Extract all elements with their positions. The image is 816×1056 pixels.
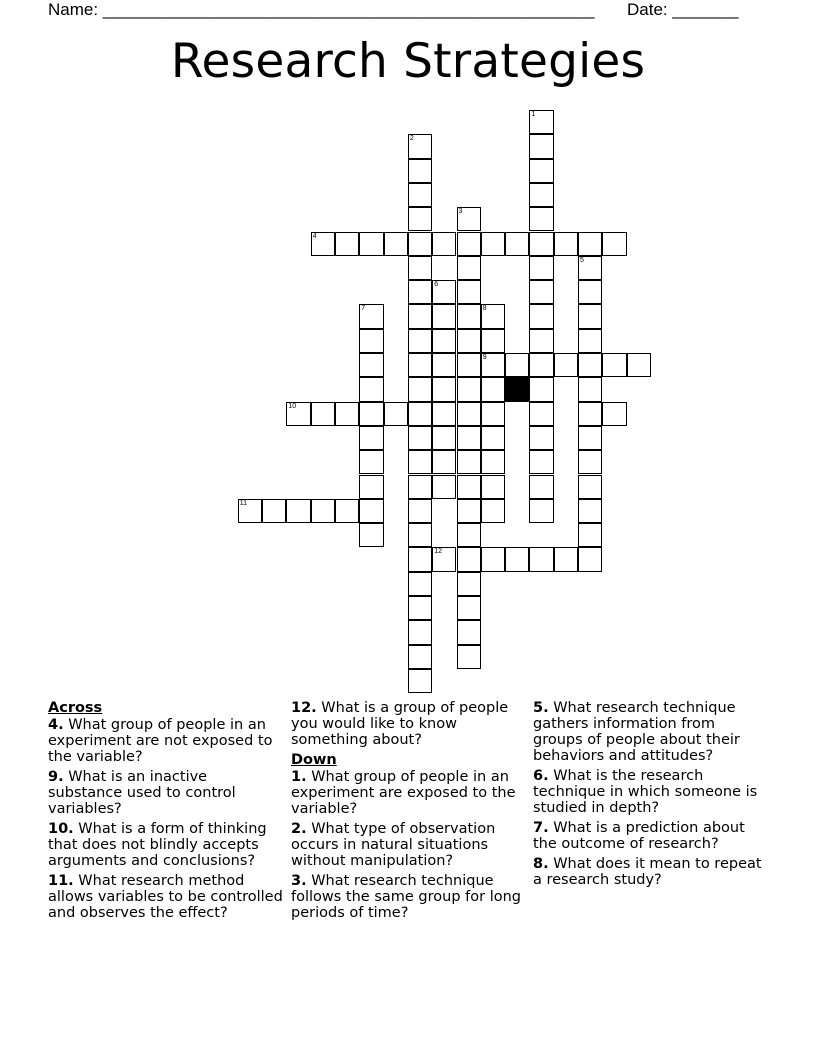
cell-number: 10 bbox=[288, 402, 297, 410]
clue-number: 3. bbox=[291, 873, 307, 889]
cell-number: 5 bbox=[580, 256, 584, 264]
crossword-cell[interactable] bbox=[408, 353, 432, 377]
across-heading: Across bbox=[48, 700, 103, 716]
crossword-cell[interactable] bbox=[432, 377, 456, 401]
crossword-cell[interactable] bbox=[408, 669, 432, 693]
crossword-cell[interactable] bbox=[578, 304, 602, 328]
crossword-cell[interactable] bbox=[408, 523, 432, 547]
crossword-cell[interactable] bbox=[408, 329, 432, 353]
crossword-cell[interactable] bbox=[481, 329, 505, 353]
crossword-cell[interactable] bbox=[286, 499, 310, 523]
crossword-cell[interactable] bbox=[457, 353, 481, 377]
crossword-cell[interactable] bbox=[554, 547, 578, 571]
clue-down-8 bbox=[533, 856, 769, 888]
cell-number: 11 bbox=[239, 499, 248, 507]
crossword-cell[interactable] bbox=[529, 402, 553, 426]
crossword-cell[interactable] bbox=[457, 304, 481, 328]
clue-text: What is a form of thinking that does not blindly accepts arguments and conclusions? bbox=[48, 821, 267, 869]
crossword-cell[interactable] bbox=[359, 499, 383, 523]
crossword-cell[interactable] bbox=[457, 329, 481, 353]
clue-text: What type of observation occurs in natural situations without manipulation? bbox=[291, 821, 496, 869]
crossword-cell[interactable] bbox=[408, 183, 432, 207]
crossword-cell[interactable] bbox=[408, 377, 432, 401]
crossword-cell[interactable] bbox=[627, 353, 651, 377]
crossword-cell[interactable] bbox=[554, 353, 578, 377]
crossword-cell[interactable] bbox=[359, 402, 383, 426]
crossword-cell[interactable] bbox=[408, 134, 432, 158]
crossword-cell[interactable] bbox=[408, 232, 432, 256]
crossword-cell[interactable] bbox=[408, 450, 432, 474]
crossword-cell[interactable] bbox=[529, 280, 553, 304]
clue-text: What group of people in an experiment are exposed to the variable? bbox=[291, 769, 516, 817]
clue-number: 8. bbox=[533, 856, 549, 872]
cell-number: 7 bbox=[361, 305, 366, 313]
crossword-cell[interactable] bbox=[481, 450, 505, 474]
crossword-cell[interactable] bbox=[432, 232, 456, 256]
clue-down-7 bbox=[533, 820, 769, 852]
crossword-cell[interactable] bbox=[359, 523, 383, 547]
crossword-cell[interactable] bbox=[578, 450, 602, 474]
clue-text: What group of people in an experiment are not exposed to the variable? bbox=[48, 717, 273, 765]
clues-column-1 bbox=[48, 700, 284, 925]
crossword-cell[interactable] bbox=[457, 475, 481, 499]
crossword-cell[interactable] bbox=[578, 523, 602, 547]
crossword-cell[interactable] bbox=[602, 402, 626, 426]
clues-column-2 bbox=[291, 700, 523, 925]
date-field-label: Date: _______ bbox=[627, 0, 739, 19]
crossword-cell[interactable] bbox=[359, 426, 383, 450]
clue-number: 12. bbox=[291, 700, 317, 716]
puzzle-title: Research Strategies bbox=[170, 34, 646, 89]
crossword-cell[interactable] bbox=[457, 620, 481, 644]
clue-text: What is an inactive substance used to control variables? bbox=[48, 769, 236, 817]
crossword-cell[interactable] bbox=[529, 475, 553, 499]
crossword-cell[interactable] bbox=[481, 547, 505, 571]
clue-text: What is a group of people you would like to know something about? bbox=[291, 700, 509, 748]
crossword-cell[interactable] bbox=[335, 232, 359, 256]
clues-column-3 bbox=[533, 700, 769, 892]
crossword-cell[interactable] bbox=[311, 232, 335, 256]
clue-text: What is the research technique in which someone is studied in depth? bbox=[533, 768, 758, 816]
cell-number: 4 bbox=[312, 232, 317, 240]
crossword-cell[interactable] bbox=[529, 329, 553, 353]
crossword-cell[interactable] bbox=[529, 547, 553, 571]
crossword-cell[interactable] bbox=[457, 499, 481, 523]
clue-down-3 bbox=[291, 873, 523, 921]
crossword-cell[interactable] bbox=[457, 377, 481, 401]
crossword-cell[interactable] bbox=[311, 499, 335, 523]
clue-number: 2. bbox=[291, 821, 307, 837]
crossword-cell[interactable] bbox=[481, 475, 505, 499]
crossword-cell[interactable] bbox=[505, 232, 529, 256]
crossword-cell[interactable] bbox=[457, 450, 481, 474]
crossword-cell[interactable] bbox=[359, 475, 383, 499]
crossword-cell[interactable] bbox=[529, 377, 553, 401]
clue-number: 4. bbox=[48, 717, 64, 733]
crossword-cell[interactable] bbox=[408, 645, 432, 669]
crossword-cell[interactable] bbox=[578, 329, 602, 353]
clue-down-1 bbox=[291, 769, 523, 817]
clue-number: 10. bbox=[48, 821, 74, 837]
crossword-cell[interactable] bbox=[529, 499, 553, 523]
crossword-cell[interactable] bbox=[408, 620, 432, 644]
clue-number: 11. bbox=[48, 873, 74, 889]
crossword-cell[interactable] bbox=[432, 450, 456, 474]
crossword-cell[interactable] bbox=[602, 353, 626, 377]
cell-number: 1 bbox=[531, 111, 536, 118]
crossword-cell[interactable] bbox=[481, 304, 505, 328]
crossword-cell[interactable] bbox=[529, 207, 553, 231]
clue-down-5 bbox=[533, 700, 769, 764]
crossword-cell[interactable] bbox=[578, 402, 602, 426]
crossword-cell[interactable] bbox=[457, 280, 481, 304]
crossword-cell[interactable] bbox=[432, 280, 456, 304]
clue-across-9 bbox=[48, 769, 284, 817]
crossword-cell[interactable] bbox=[408, 256, 432, 280]
crossword-cell[interactable] bbox=[432, 475, 456, 499]
crossword-cell[interactable] bbox=[481, 402, 505, 426]
crossword-block bbox=[505, 377, 529, 401]
clue-text: What is a prediction about the outcome of research? bbox=[533, 820, 745, 852]
crossword-cell[interactable] bbox=[408, 402, 432, 426]
crossword-cell[interactable] bbox=[384, 402, 408, 426]
cell-number: 2 bbox=[409, 135, 414, 143]
clue-number: 7. bbox=[533, 820, 549, 836]
clue-number: 9. bbox=[48, 769, 64, 785]
clue-number: 1. bbox=[291, 769, 307, 785]
crossword-cell[interactable] bbox=[359, 329, 383, 353]
crossword-cell[interactable] bbox=[408, 207, 432, 231]
crossword-cell[interactable] bbox=[408, 475, 432, 499]
crossword-cell[interactable] bbox=[457, 256, 481, 280]
crossword-cell[interactable] bbox=[359, 232, 383, 256]
cell-number: 9 bbox=[482, 354, 487, 361]
down-heading: Down bbox=[291, 752, 337, 768]
clue-across-11 bbox=[48, 873, 284, 921]
crossword-cell[interactable] bbox=[359, 450, 383, 474]
crossword-cell[interactable] bbox=[384, 232, 408, 256]
crossword-cell[interactable] bbox=[481, 353, 505, 377]
crossword-cell[interactable] bbox=[408, 499, 432, 523]
crossword-cell[interactable] bbox=[457, 402, 481, 426]
crossword-cell[interactable] bbox=[578, 499, 602, 523]
crossword-cell[interactable] bbox=[262, 499, 286, 523]
crossword-cell[interactable] bbox=[529, 304, 553, 328]
crossword-cell[interactable] bbox=[408, 572, 432, 596]
crossword-cell[interactable] bbox=[529, 353, 553, 377]
clue-text: What research technique follows the same group for long periods of time? bbox=[291, 873, 521, 921]
crossword-cell[interactable] bbox=[457, 547, 481, 571]
crossword-cell[interactable] bbox=[432, 426, 456, 450]
clue-number: 5. bbox=[533, 700, 549, 716]
crossword-cell[interactable] bbox=[481, 499, 505, 523]
crossword-cell[interactable] bbox=[529, 450, 553, 474]
crossword-cell[interactable] bbox=[529, 134, 553, 158]
crossword-cell[interactable] bbox=[457, 596, 481, 620]
crossword-cell[interactable] bbox=[578, 426, 602, 450]
crossword-cell[interactable] bbox=[457, 523, 481, 547]
crossword-cell[interactable] bbox=[529, 256, 553, 280]
crossword-cell[interactable] bbox=[408, 426, 432, 450]
clue-number: 6. bbox=[533, 768, 549, 784]
cell-number: 6 bbox=[434, 281, 439, 289]
crossword-cell[interactable] bbox=[432, 304, 456, 328]
crossword-cell[interactable] bbox=[457, 572, 481, 596]
crossword-cell[interactable] bbox=[578, 377, 602, 401]
crossword-cell[interactable] bbox=[481, 426, 505, 450]
crossword-cell[interactable] bbox=[432, 547, 456, 571]
crossword-cell[interactable] bbox=[457, 207, 481, 231]
crossword-cell[interactable] bbox=[481, 232, 505, 256]
clue-across-10 bbox=[48, 821, 284, 869]
crossword-cell[interactable] bbox=[408, 304, 432, 328]
crossword-cell[interactable] bbox=[578, 547, 602, 571]
crossword-cell[interactable] bbox=[578, 280, 602, 304]
crossword-cell[interactable] bbox=[311, 402, 335, 426]
crossword-cell[interactable] bbox=[359, 304, 383, 328]
crossword-cell[interactable] bbox=[529, 232, 553, 256]
clue-text: What research method allows variables to be controlled and observes the effect? bbox=[48, 873, 283, 921]
crossword-cell[interactable] bbox=[238, 499, 262, 523]
crossword-cell[interactable] bbox=[457, 426, 481, 450]
clue-text: What research technique gathers information from groups of people about their behaviors and attitudes? bbox=[533, 700, 740, 764]
crossword-cell[interactable] bbox=[359, 377, 383, 401]
crossword-cell[interactable] bbox=[578, 353, 602, 377]
crossword-cell[interactable] bbox=[529, 110, 553, 134]
crossword-cell[interactable] bbox=[408, 159, 432, 183]
clue-down-6 bbox=[533, 768, 769, 816]
crossword-cell[interactable] bbox=[529, 426, 553, 450]
crossword-cell[interactable] bbox=[432, 402, 456, 426]
crossword-cell[interactable] bbox=[359, 353, 383, 377]
crossword-cell[interactable] bbox=[529, 183, 553, 207]
name-field-label: Name: ____________________________________________________ bbox=[48, 0, 595, 19]
crossword-cell[interactable] bbox=[408, 596, 432, 620]
crossword-cell[interactable] bbox=[457, 232, 481, 256]
clue-text: What does it mean to repeat a research study? bbox=[533, 856, 762, 888]
crossword-cell[interactable] bbox=[335, 402, 359, 426]
crossword-cell[interactable] bbox=[505, 547, 529, 571]
crossword-cell[interactable] bbox=[335, 499, 359, 523]
cell-number: 12 bbox=[434, 548, 442, 556]
cell-number: 8 bbox=[482, 305, 487, 313]
crossword-cell[interactable] bbox=[432, 353, 456, 377]
crossword-cell[interactable] bbox=[554, 232, 578, 256]
crossword-cell[interactable] bbox=[481, 377, 505, 401]
clue-across-4 bbox=[48, 717, 284, 765]
clue-across-12 bbox=[291, 700, 523, 748]
crossword-cell[interactable] bbox=[286, 402, 310, 426]
crossword-cell[interactable] bbox=[602, 232, 626, 256]
crossword-cell[interactable] bbox=[408, 547, 432, 571]
crossword-cell[interactable] bbox=[505, 353, 529, 377]
crossword-cell[interactable] bbox=[529, 159, 553, 183]
crossword-cell[interactable] bbox=[578, 475, 602, 499]
crossword-cell[interactable] bbox=[578, 256, 602, 280]
crossword-cell[interactable] bbox=[578, 232, 602, 256]
crossword-cell[interactable] bbox=[432, 329, 456, 353]
crossword-cell[interactable] bbox=[408, 280, 432, 304]
clue-down-2 bbox=[291, 821, 523, 869]
cell-number: 3 bbox=[458, 208, 463, 216]
crossword-cell[interactable] bbox=[457, 645, 481, 669]
